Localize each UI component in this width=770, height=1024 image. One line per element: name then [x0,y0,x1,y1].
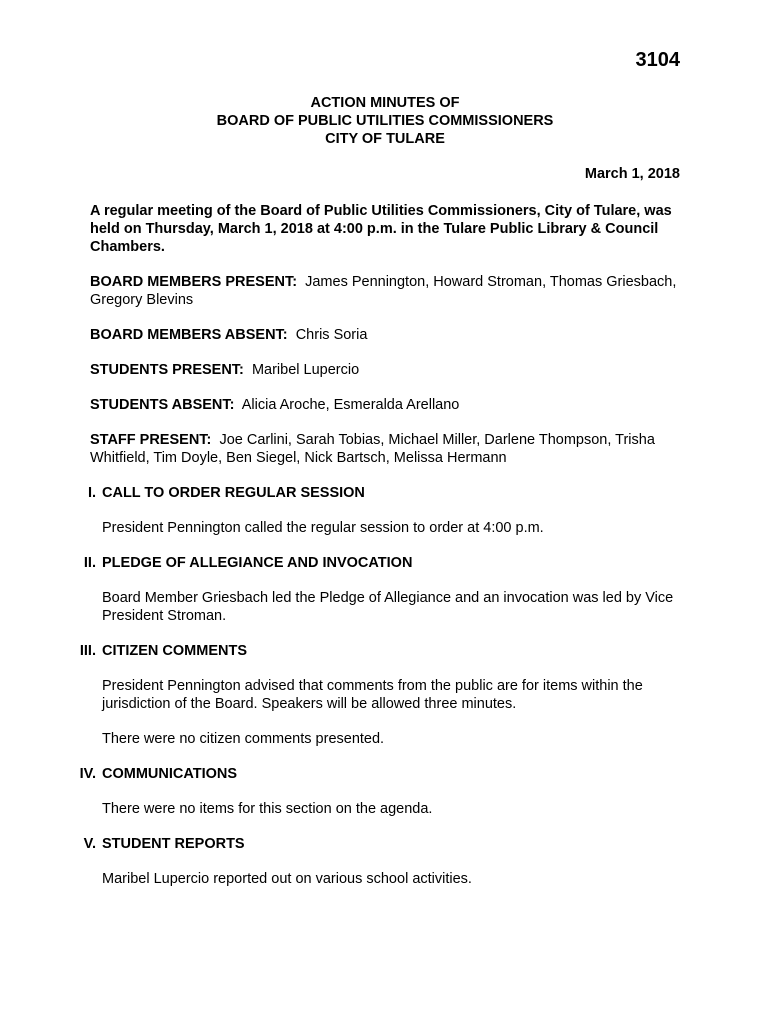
section-heading [87,484,680,502]
section-paragraph: President Pennington advised that comments from the public are for items within the jurisdiction of the Board. Speakers will be allowed three minutes. [102,678,643,712]
section-title: COMMUNICATIONS [102,766,238,782]
attendance-students-absent [90,396,680,414]
attendance-label: STAFF PRESENT: [90,432,212,448]
attendance-board-present [90,273,680,309]
section-student-reports [83,835,680,888]
section-paragraph: There were no items for this section on the agenda. [102,801,433,817]
intro-paragraph: A regular meeting of the Board of Public Utilities Commissioners, City of Tulare, was held on Thursday, March 1, 2018 at 4:00 p.m. in the Tulare Public Library & Council Chambers. [90,203,672,255]
header-line-3: CITY OF TULARE [325,131,445,147]
section-heading [79,642,680,660]
header-line-2: BOARD OF PUBLIC UTILITIES COMMISSIONERS [216,113,554,129]
section-paragraph: President Pennington called the regular session to order at 4:00 p.m. [102,520,544,536]
section-citizen-comments [79,642,680,748]
attendance-list [90,273,680,467]
page-number: 3104 [635,49,680,71]
attendance-label: STUDENTS ABSENT: [90,397,235,413]
section-number: II. [83,555,96,571]
attendance-board-absent [90,326,680,344]
attendance-staff-present [90,431,680,467]
section-title: PLEDGE OF ALLEGIANCE AND INVOCATION [102,555,413,571]
meeting-date: March 1, 2018 [584,166,680,182]
section-number: I. [87,485,96,501]
section-title: STUDENT REPORTS [102,836,245,852]
section-heading [83,835,680,853]
section-title: CITIZEN COMMENTS [102,643,247,659]
section-pledge [83,554,680,625]
section-communications [79,765,680,818]
minutes-content [79,202,680,905]
document-header [0,94,770,148]
header-line-1: ACTION MINUTES OF [310,95,460,111]
attendance-label: BOARD MEMBERS PRESENT: [90,274,298,290]
attendance-value: James Pennington, Howard Stroman, Thomas Griesbach, Gregory Blevins [90,274,677,308]
section-heading [79,765,680,783]
section-heading [83,554,680,572]
attendance-label: STUDENTS PRESENT: [90,362,244,378]
section-number: V. [83,836,96,852]
section-call-to-order [87,484,680,537]
attendance-value: Maribel Lupercio [251,362,360,378]
section-title: CALL TO ORDER REGULAR SESSION [102,485,365,501]
attendance-students-present [90,361,680,379]
section-number: IV. [79,766,96,782]
attendance-value: Chris Soria [295,327,368,343]
section-paragraph: There were no citizen comments presented. [102,731,385,747]
section-paragraph: Board Member Griesbach led the Pledge of Allegiance and an invocation was led by Vice President Stroman. [102,590,674,624]
attendance-label: BOARD MEMBERS ABSENT: [90,327,288,343]
section-number: III. [79,643,96,659]
attendance-value: Alicia Aroche, Esmeralda Arellano [241,397,460,413]
section-paragraph: Maribel Lupercio reported out on various school activities. [102,871,472,887]
attendance-value: Joe Carlini, Sarah Tobias, Michael Miller, Darlene Thompson, Trisha Whitfield, Tim Doyle, Ben Siegel, Nick Bartsch, Melissa Hermann [90,432,655,466]
